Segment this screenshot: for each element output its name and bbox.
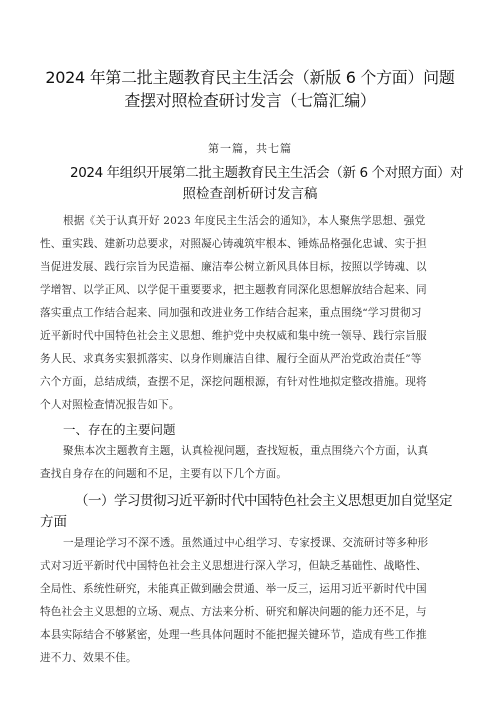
paragraph-3-line: 一是理论学习不深不透。虽然通过中心组学习、专家授课、交流研讨等多种形 xyxy=(63,537,429,549)
paragraph-3-line: 本县实际结合不够紧密，处理一些具体问题时不能把握关键环节，造成有些工作推 xyxy=(40,629,427,641)
document-title-line-2: 查摆对照检查研讨发言（七篇汇编） xyxy=(124,91,376,110)
intro-paragraph-line: 根据《关于认真开好 2023 年度民主生活会的通知》，本人聚焦学思想、强党 xyxy=(63,215,426,227)
section-marker: 第一篇，共七篇 xyxy=(208,142,292,155)
paragraph-3-line: 式对习近平新时代中国特色社会主义思想进行深入学习，但缺乏基础性、战略性、 xyxy=(40,560,427,572)
article-title-line-2: 照检查剖析研讨发言稿 xyxy=(182,186,318,202)
subsection-heading-1-continued: 方面 xyxy=(40,514,67,530)
paragraph-2-line: 聚焦本次主题教育主题，认真检视问题，查找短板，重点围绕六个方面，认真 xyxy=(63,445,429,457)
intro-paragraph-line: 务人民、求真务实狠抓落实、以身作则廉洁自律、履行全面从严治党政治责任”等 xyxy=(40,353,422,365)
intro-paragraph-line: 六个方面，总结成绩，查摆不足，深挖问题根源，有针对性地拟定整改措施。现将 xyxy=(40,376,427,388)
paragraph-3-line: 特色社会主义思想的立场、观点、方法来分析、研究和解决问题的能力还不足，与 xyxy=(40,606,427,618)
document-title-line-1: 2024 年第二批主题教育民主生活会（新版 6 个方面）问题 xyxy=(45,68,455,87)
intro-paragraph-line: 近平新时代中国特色社会主义思想、维护党中央权威和集中统一领导、践行宗旨服 xyxy=(40,330,427,342)
paragraph-2-line: 查找自身存在的问题和不足，主要有以下几个方面。 xyxy=(40,468,288,480)
paragraph-3-line: 全局性、系统性研究，未能真正做到融会贯通、举一反三，运用习近平新时代中国 xyxy=(40,583,427,595)
intro-paragraph-line: 学增智、以学正风、以学促干重要要求，把主题教育同深化思想解放结合起来、同 xyxy=(40,284,427,296)
subsection-heading-1: （一）学习贯彻习近平新时代中国特色社会主义思想更加自觉坚定 xyxy=(75,493,452,509)
section-heading-1: 一、存在的主要问题 xyxy=(63,422,176,437)
intro-paragraph-line: 落实重点工作结合起来、同加强和改进业务工作结合起来，重点围绕“学习贯彻习 xyxy=(40,307,422,319)
paragraph-3-line: 进不力、效果不佳。 xyxy=(40,652,137,664)
intro-paragraph-line: 个人对照检查情况报告如下。 xyxy=(40,399,180,411)
intro-paragraph-line: 性、重实践、建新功总要求，对照凝心铸魂筑牢根本、锤炼品格强化忠诚、实于担 xyxy=(40,238,427,250)
article-title-line-1: 2024 年组织开展第二批主题教育民主生活会（新 6 个对照方面）对 xyxy=(70,165,464,181)
intro-paragraph-line: 当促进发展、践行宗旨为民造福、廉洁奉公树立新风具体目标，按照以学铸魂、以 xyxy=(40,261,427,273)
